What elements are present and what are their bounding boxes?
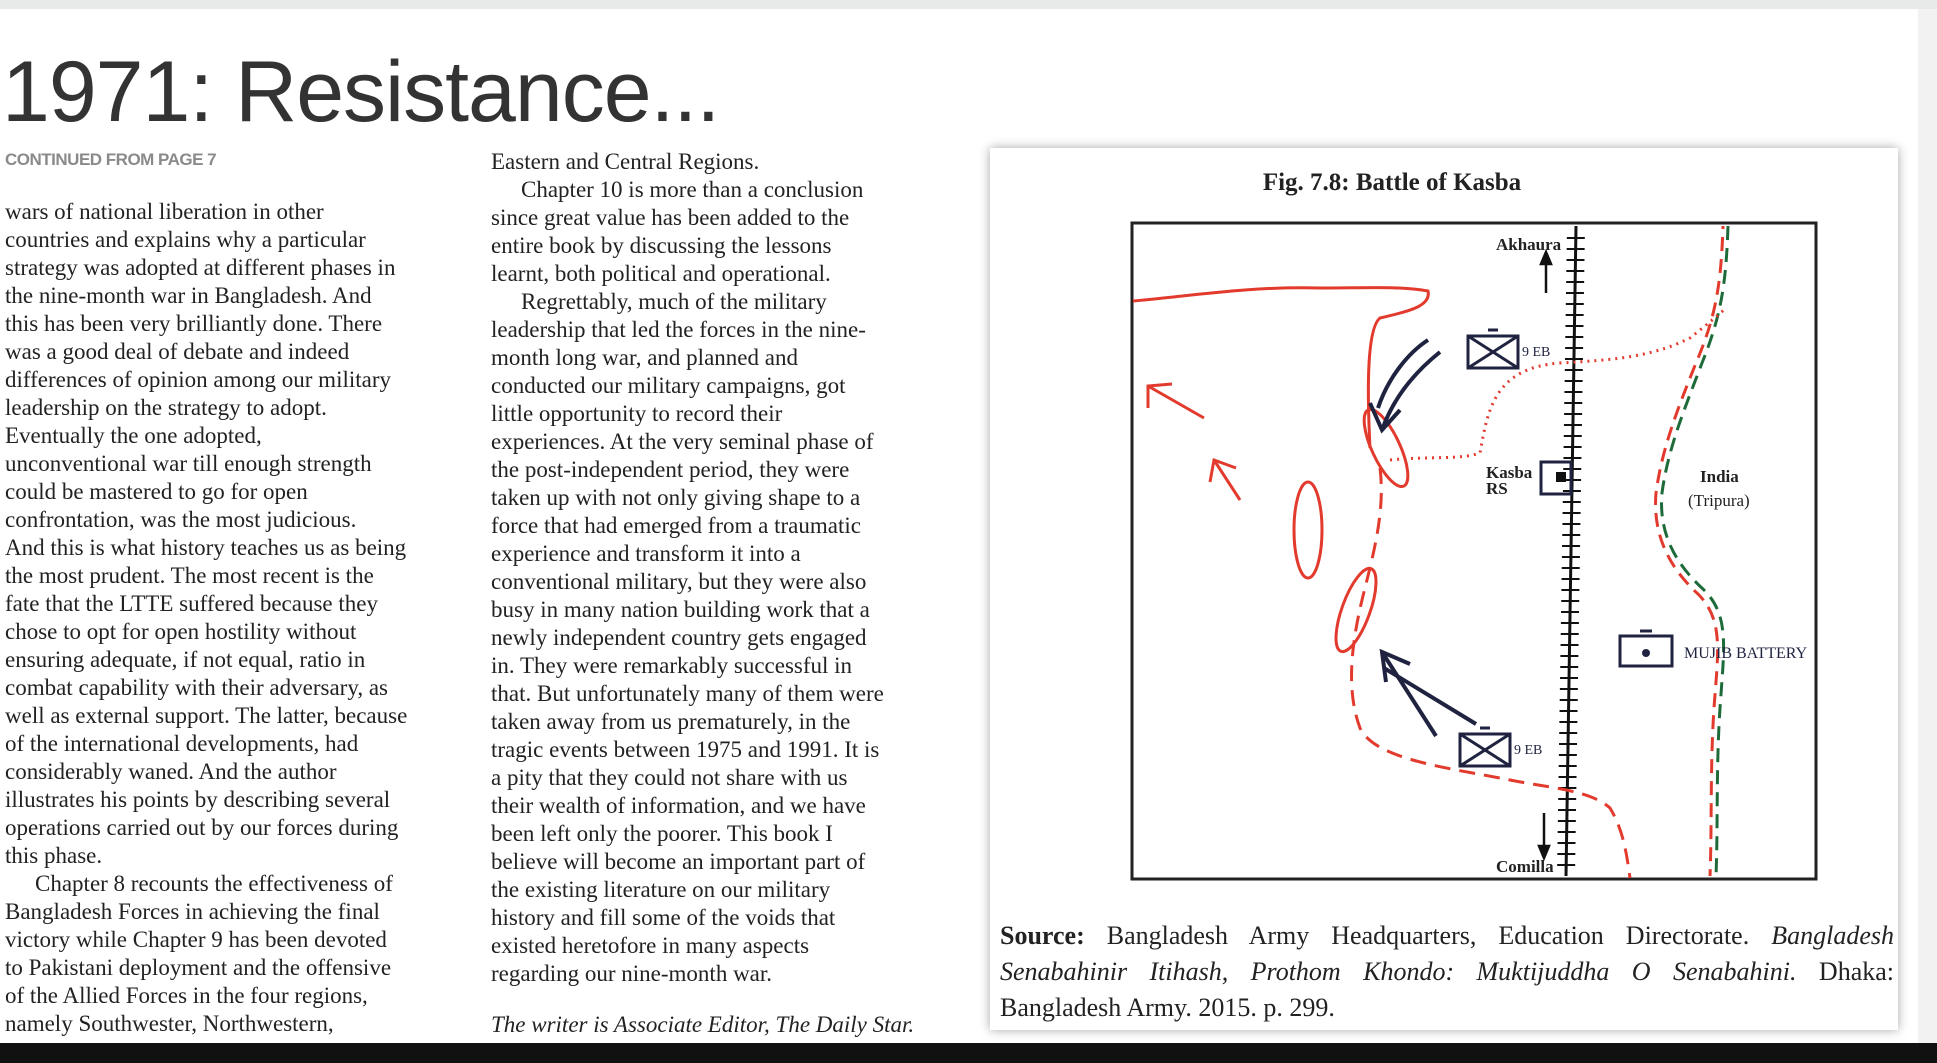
source-title: Bangladesh Senabahinir Itihash, Prothom Khondo: Muktijuddha O Senabahini.: [1000, 921, 1894, 986]
article-line: Chapter 10 is more than a conclusion: [521, 177, 864, 202]
article-line: force that had emerged from a traumatic: [491, 513, 861, 538]
article-line: regarding our nine-month war.: [491, 961, 773, 986]
source-text: Bangladesh Army Headquarters, Education Directorate.: [1084, 921, 1772, 950]
article-line: unconventional war till enough strength: [5, 451, 372, 476]
map-frame: [1132, 223, 1816, 879]
article-line: tragic events between 1975 and 1991. It is: [491, 737, 880, 762]
article-line: existed heretofore in many aspects: [491, 933, 810, 958]
article-line: could be mastered to go for open: [5, 479, 308, 504]
headline: 1971: Resistance...: [2, 44, 720, 140]
figure-title: Fig. 7.8: Battle of Kasba: [1262, 169, 1522, 196]
article-line: Eventually the one adopted,: [5, 423, 262, 448]
article-line: of the international developments, had: [5, 731, 359, 756]
article-line: the most prudent. The most recent is the: [5, 563, 374, 588]
article-line: the existing literature on our military: [491, 877, 831, 902]
article-line: experience and transform it into a: [491, 541, 801, 566]
article-line: history and fill some of the voids that: [491, 905, 836, 930]
article-line: conventional military, but they were also: [491, 569, 867, 594]
label-akhaura: Akhaura: [1496, 235, 1562, 254]
article-line: leadership on the strategy to adopt.: [5, 395, 327, 420]
source-end: Dhaka: Bangladesh Army. 2015. p. 299.: [1000, 957, 1894, 1022]
figure-source-caption: [1000, 918, 1894, 1026]
article-line: learnt, both political and operational.: [491, 261, 831, 286]
continued-from-label: CONTINUED FROM PAGE 7: [5, 150, 217, 169]
page-edge: [1918, 9, 1937, 1043]
article-line: Chapter 8 recounts the effectiveness of: [35, 871, 393, 896]
article-line: newly independent country gets engaged: [491, 625, 867, 650]
label-comilla: Comilla: [1496, 857, 1554, 876]
article-line: been left only the poorer. This book I: [491, 821, 833, 846]
article-line: countries and explains why a particular: [5, 227, 366, 252]
article-line: confrontation, was the most judicious.: [5, 507, 357, 532]
article-line: illustrates his points by describing several: [5, 787, 391, 812]
article-line: considerably waned. And the author: [5, 759, 337, 784]
article-line: well as external support. The latter, because: [5, 703, 408, 728]
article-line: experiences. At the very seminal phase of: [491, 429, 874, 454]
article-line: fate that the LTTE suffered because they: [5, 591, 378, 616]
label-unit-top: 9 EB: [1522, 345, 1551, 360]
article-line: since great value has been added to the: [491, 205, 850, 230]
article-line: this has been very brilliantly done. There: [5, 311, 383, 336]
article-line: conducted our military campaigns, got: [491, 373, 846, 398]
article-line: combat capability with their adversary, as: [5, 675, 388, 700]
article-line: to Pakistani deployment and the offensive: [5, 955, 392, 980]
article-line: namely Southwester, Northwestern,: [5, 1011, 334, 1036]
article-line: the nine-month war in Bangladesh. And: [5, 283, 372, 308]
article-line: taken away from us prematurely, in the: [491, 709, 851, 734]
article-line: little opportunity to record their: [491, 401, 783, 426]
article-line: taken up with not only giving shape to a: [491, 485, 861, 510]
article-line: wars of national liberation in other: [5, 199, 324, 224]
article-line: of the Allied Forces in the four regions,: [5, 983, 368, 1008]
article-line: Eastern and Central Regions.: [491, 149, 760, 174]
label-kasba: Kasba: [1486, 463, 1533, 482]
article-line: And this is what history teaches us as being: [5, 535, 407, 560]
label-unit-bottom: 9 EB: [1514, 743, 1543, 758]
source-label: Source:: [1000, 921, 1085, 950]
article-line: victory while Chapter 9 has been devoted: [5, 927, 387, 952]
article-line: their wealth of information, and we have: [491, 793, 866, 818]
article-column-2: [491, 148, 961, 988]
article-line: differences of opinion among our military: [5, 367, 392, 392]
article-line: the post-independent period, they were: [491, 457, 850, 482]
article-line: Regrettably, much of the military: [521, 289, 827, 314]
article-line: this phase.: [5, 843, 103, 868]
battle-map: [990, 148, 1898, 1030]
article-line: in. They were remarkably successful in: [491, 653, 853, 678]
article-line: strategy was adopted at different phases in: [5, 255, 396, 280]
label-kasba-rs: RS: [1486, 479, 1508, 498]
article-line: chose to opt for open hostility without: [5, 619, 357, 644]
article-line: was a good deal of debate and indeed: [5, 339, 350, 364]
article-line: Bangladesh Forces in achieving the final: [5, 899, 380, 924]
bottom-bar: [0, 1043, 1937, 1063]
label-tripura: (Tripura): [1688, 491, 1750, 510]
article-line: entire book by discussing the lessons: [491, 233, 832, 258]
top-bar: [0, 0, 1937, 9]
article-line: busy in many nation building work that a: [491, 597, 870, 622]
article-line: leadership that led the forces in the nine-: [491, 317, 866, 342]
writer-signoff: The writer is Associate Editor, The Daily Star.: [491, 1012, 915, 1037]
article-line: ensuring adequate, if not equal, ratio in: [5, 647, 366, 672]
article-line: operations carried out by our forces during: [5, 815, 399, 840]
map-figure: [990, 148, 1898, 1030]
article-line: that. But unfortunately many of them were: [491, 681, 884, 706]
article-line: month long war, and planned and: [491, 345, 798, 370]
label-india: India: [1700, 467, 1739, 486]
label-mujib-battery: MUJIB BATTERY: [1684, 645, 1808, 662]
article-line: believe will become an important part of: [491, 849, 866, 874]
article-line: a pity that they could not share with us: [491, 765, 848, 790]
article-column-1: [5, 198, 475, 1038]
